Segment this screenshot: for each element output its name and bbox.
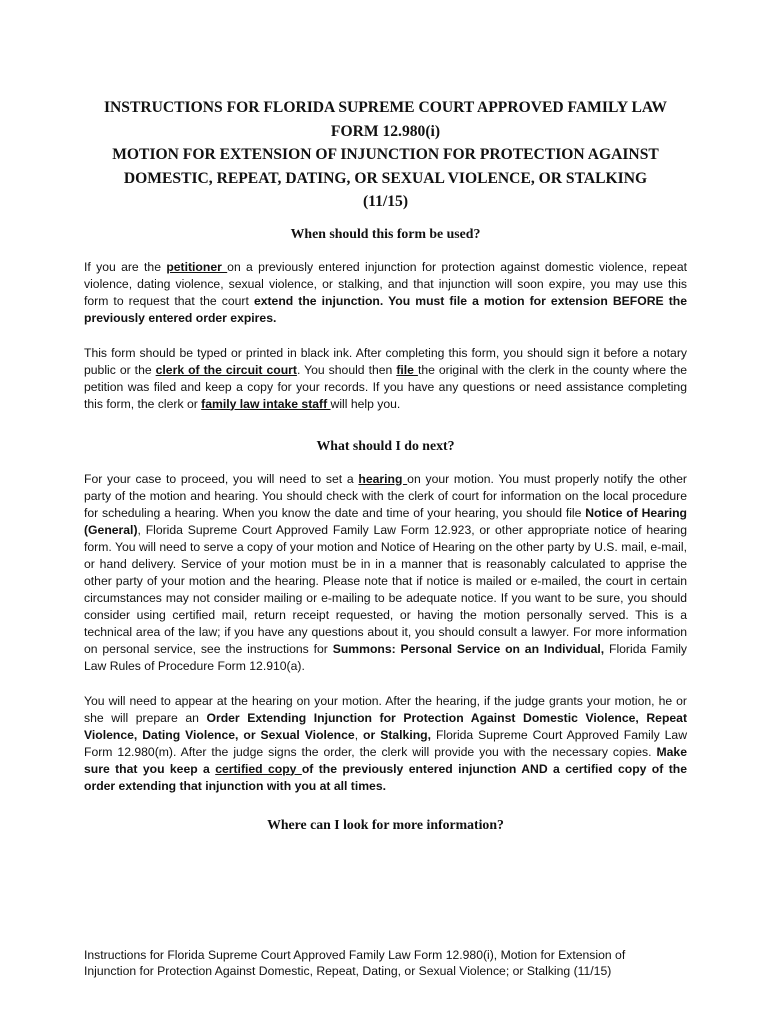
bold-text: Notice of Hearing (General) — [84, 505, 687, 537]
text-run: , Florida Supreme Court Approved Family Law Form 12.923, or other appropriate notice of hearing form. You will need to serve a copy of your motion and Notice of Hearing on the other party by U.S. mail, e-mail, or hand delivery. Service of your motion must be in in a manner that is reasonably calculated to apprise the other party of your motion and the hearing. Please note that if notice is mailed or e-mailed, the court in certain circumstances may not consider mailing or e-mailing to be adequate notice. If you want to be sure, you should consider using certified mail, return receipt requested, or having the motion personally served. This is a technical area of the law; if you have any questions about it, you should consult a lawyer. For more information on personal service, see the instructions for — [84, 522, 687, 656]
term-petitioner: petitioner — [166, 259, 228, 274]
paragraph-form-instructions — [84, 345, 687, 413]
document-title — [84, 96, 687, 214]
section-heading-what-next: What should I do next? — [316, 437, 455, 453]
text-run: If you are the — [84, 259, 167, 274]
text-run: Florida Family Law Rules of Procedure Form 12.910(a). — [84, 641, 687, 673]
term-hearing: hearing — [358, 471, 408, 486]
text-run: will help you. — [330, 396, 401, 411]
term-certified-copy: certified copy — [215, 761, 302, 776]
title-line: (11/15) — [362, 193, 409, 210]
bold-text: Make sure that you keep a — [84, 744, 687, 776]
section-heading-when: When should this form be used? — [290, 225, 481, 241]
text-run: on your motion. You must properly notify the other party of the motion and hearing. You should check with the clerk of court for information on the local procedure for scheduling a hearing. When you know the date and time of your hearing, you should file — [84, 471, 687, 520]
text-run: For your case to proceed, you will need to set a — [84, 471, 359, 486]
paragraph-petitioner — [84, 259, 687, 327]
document-page — [84, 96, 687, 834]
section-heading-more-info: Where can I look for more information? — [267, 816, 504, 832]
title-line: FORM 12.980(i) — [330, 122, 441, 140]
title-line: INSTRUCTIONS FOR FLORIDA SUPREME COURT APPROVED FAMILY LAW — [103, 99, 668, 116]
bold-text: Summons: Personal Service on an Individual, — [332, 641, 605, 656]
term-file: file — [396, 362, 418, 377]
bold-text: of the previously entered injunction AND a certified copy of the order extending that injunction with you at all times. — [84, 761, 687, 793]
page-footer — [84, 947, 684, 979]
text-run: the original with the clerk in the county where the petition was filed and keep a copy for your records. If you have any questions or need assistance completing this form, the clerk or — [84, 362, 688, 411]
footer-line: Instructions for Florida Supreme Court Approved Family Law Form 12.980(i), Motion for Extension of — [84, 948, 626, 962]
term-family-law-intake-staff: family law intake staff — [201, 396, 331, 411]
term-clerk-of-circuit-court: clerk of the circuit court — [155, 362, 297, 377]
text-run: Florida Supreme Court Approved Family Law Form 12.980(m). After the judge signs the order, the clerk will provide you with the necessary copies. — [84, 727, 688, 759]
text-run: . You should then — [296, 362, 397, 377]
paragraph-hearing — [84, 471, 687, 675]
text-run: on a previously entered injunction for protection against domestic violence, repeat violence, dating violence, sexual violence, or stalking, and that injunction will soon expire, you may use this form to request that the court — [84, 259, 687, 308]
text-run: , — [354, 727, 364, 742]
paragraph-appear-at-hearing — [84, 693, 687, 795]
text-run: This form should be typed or printed in black ink. After completing this form, you should sign it before a notary public or the — [84, 345, 687, 377]
footer-line: Injunction for Protection Against Domestic, Repeat, Dating, or Sexual Violence; or Stalking (11/15) — [84, 964, 612, 978]
bold-text: extend the injunction. You must file a motion for extension BEFORE the previously entered order expires. — [84, 293, 687, 325]
title-line: DOMESTIC, REPEAT, DATING, OR SEXUAL VIOLENCE, OR STALKING — [123, 169, 648, 187]
title-line: MOTION FOR EXTENSION OF INJUNCTION FOR PROTECTION AGAINST — [112, 146, 659, 163]
text-run: You will need to appear at the hearing on your motion. After the hearing, if the judge grants your motion, he or she will prepare an — [84, 693, 687, 725]
bold-text: Order Extending Injunction for Protection Against Domestic Violence, Repeat Violence, Dating Violence, or Sexual Violence — [84, 710, 688, 742]
bold-text: or Stalking, — [363, 727, 431, 742]
